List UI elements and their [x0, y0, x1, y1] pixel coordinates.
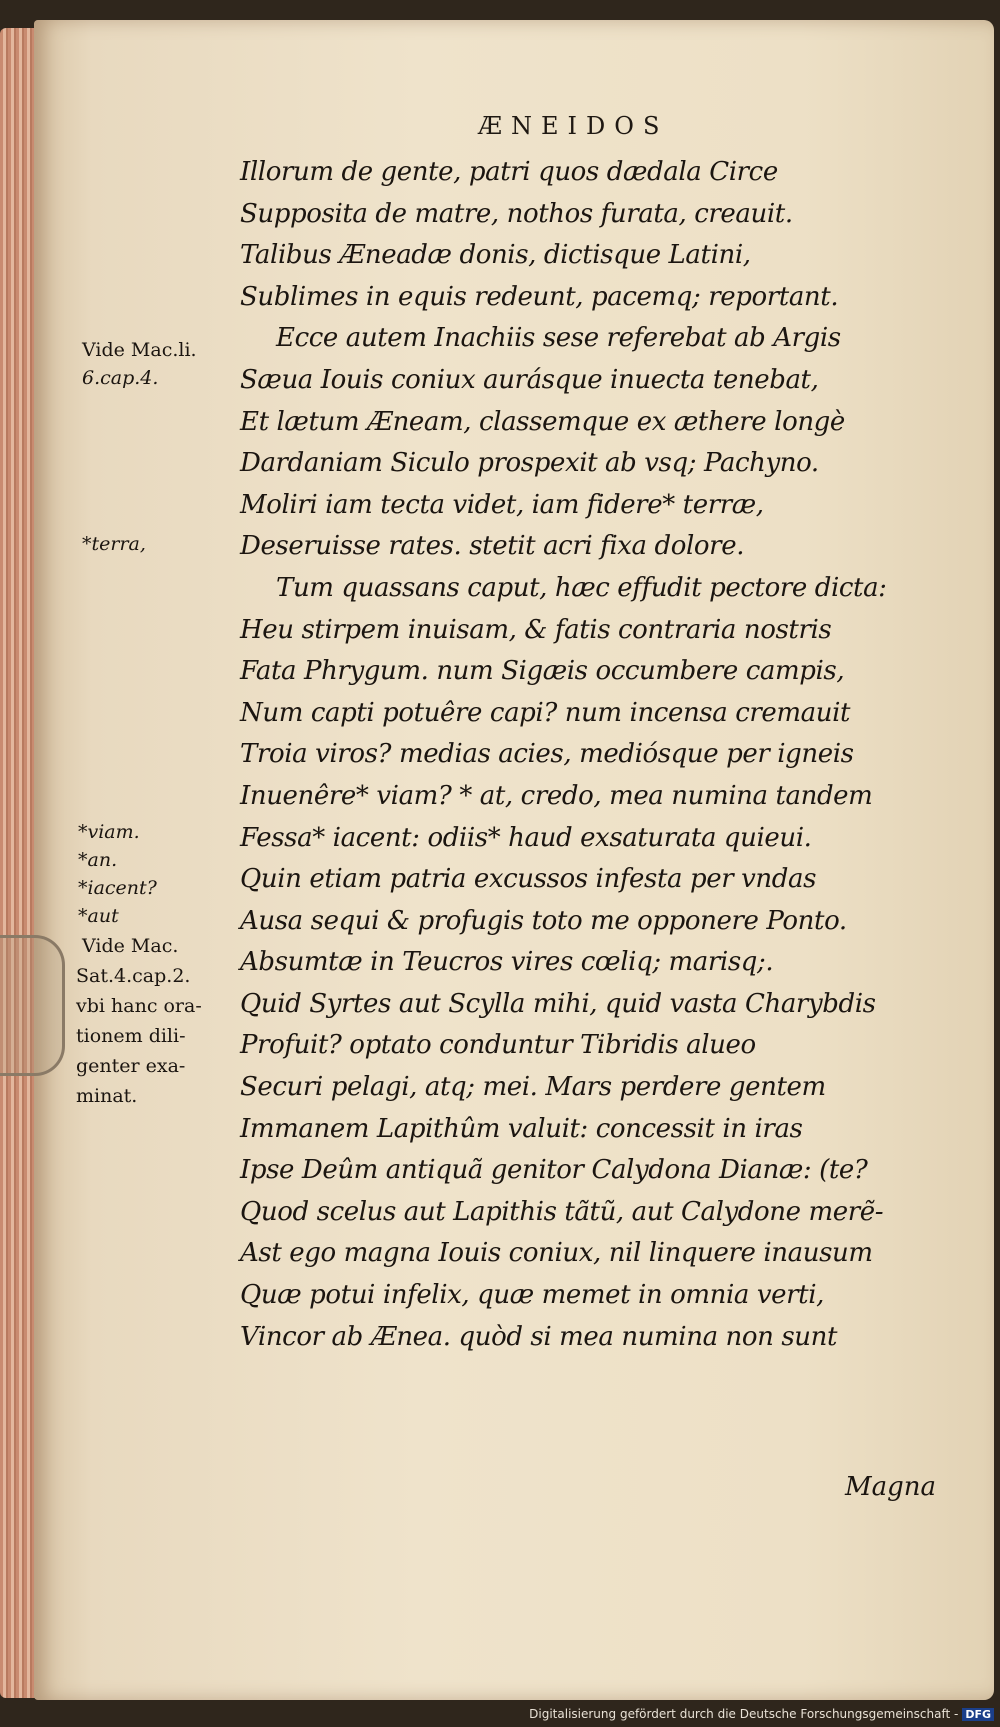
- verse-line: Quin etiam patria excussos infesta per vndas: [240, 864, 817, 895]
- margin-note: genter exa-: [76, 1055, 186, 1077]
- verse-line: Fata Phrygum. num Sigæis occumbere campis,: [240, 656, 845, 687]
- verse-line: Ecce autem Inachiis sese referebat ab Argis: [276, 323, 841, 354]
- verse-line: Talibus Æneadæ donis, dictisque Latini,: [240, 240, 751, 271]
- verse-line: Sublimes in equis redeunt, pacemq; reportant.: [240, 281, 839, 312]
- margin-note: Sat.4.cap.2.: [76, 965, 191, 987]
- verse-line: Securi pelagi, atq; mei. Mars perdere gentem: [240, 1072, 826, 1103]
- margin-note: minat.: [76, 1085, 138, 1107]
- verse-line: Ipse Deûm antiquã genitor Calydona Dianæ: (te?: [240, 1155, 868, 1186]
- verse-line: Quæ potui infelix, quæ memet in omnia verti,: [240, 1280, 825, 1311]
- margin-note: vbi hanc ora-: [76, 995, 202, 1017]
- margin-note: Vide Mac.: [82, 935, 179, 957]
- verse-line: Fessa* iacent: odiis* haud exsaturata quieui.: [240, 822, 812, 853]
- credit-text: Digitalisierung gefördert durch die Deutsche Forschungsgemeinschaft -: [529, 1707, 959, 1721]
- catchword: Magna: [845, 1472, 937, 1502]
- margin-note: *terra,: [82, 533, 146, 555]
- verse-line: Ast ego magna Iouis coniux, nil linquere inausum: [240, 1238, 873, 1269]
- margin-note: *an.: [78, 849, 118, 871]
- verse-line: Illorum de gente, patri quos dædala Circe: [240, 157, 778, 187]
- verse-line: Sæua Iouis coniux aurásque inuecta tenebat,: [240, 364, 819, 395]
- verse-line: Heu stirpem inuisam, & fatis contraria nostris: [240, 614, 832, 645]
- verse-line: Ausa sequi & profugis toto me opponere Ponto.: [240, 905, 847, 936]
- book-clasp: [0, 935, 65, 1076]
- verse-line: Tum quassans caput, hæc effudit pectore dicta:: [276, 572, 887, 603]
- dfg-logo: DFG: [962, 1708, 994, 1721]
- verse-line: Quid Syrtes aut Scylla mihi, quid vasta Charybdis: [240, 988, 876, 1019]
- verse-line: Supposita de matre, nothos furata, creauit.: [240, 198, 793, 229]
- verse-line: Deseruisse rates. stetit acri fixa dolore.: [240, 531, 745, 562]
- verse-line: Inuenêre* viam? * at, credo, mea numina tandem: [240, 780, 873, 811]
- margin-note: *iacent?: [78, 877, 157, 899]
- verse-line: Profuit? optato conduntur Tibridis alueo: [240, 1030, 756, 1061]
- verse-line: Quod scelus aut Lapithis tãtũ, aut Calydone merẽ-: [240, 1196, 884, 1227]
- margin-note: *viam.: [78, 821, 140, 843]
- verse-line: Dardaniam Siculo prospexit ab vsq; Pachyno.: [240, 448, 819, 479]
- digitization-credit: [529, 1707, 994, 1721]
- verse-text: [240, 152, 970, 1358]
- running-title: ÆNEIDOS: [478, 112, 669, 140]
- verse-line: Absumtæ in Teucros vires cœliq; marisq;.: [240, 947, 774, 978]
- margin-note: 6.cap.4.: [82, 367, 159, 389]
- verse-line: Vincor ab Ænea. quòd si mea numina non sunt: [240, 1321, 838, 1352]
- verse-line: Et lætum Æneam, classemque ex æthere longè: [240, 406, 845, 437]
- verse-line: Moliri iam tecta videt, iam fidere* terræ,: [240, 489, 764, 520]
- margin-note: *aut: [78, 905, 119, 927]
- verse-line: Troia viros? medias acies, mediósque per igneis: [240, 739, 854, 770]
- verse-line: Num capti potuêre capi? num incensa cremauit: [240, 697, 851, 728]
- verse-line: Immanem Lapithûm valuit: concessit in iras: [240, 1113, 803, 1144]
- margin-note: tionem dili-: [76, 1025, 186, 1047]
- margin-note: Vide Mac.li.: [82, 339, 197, 361]
